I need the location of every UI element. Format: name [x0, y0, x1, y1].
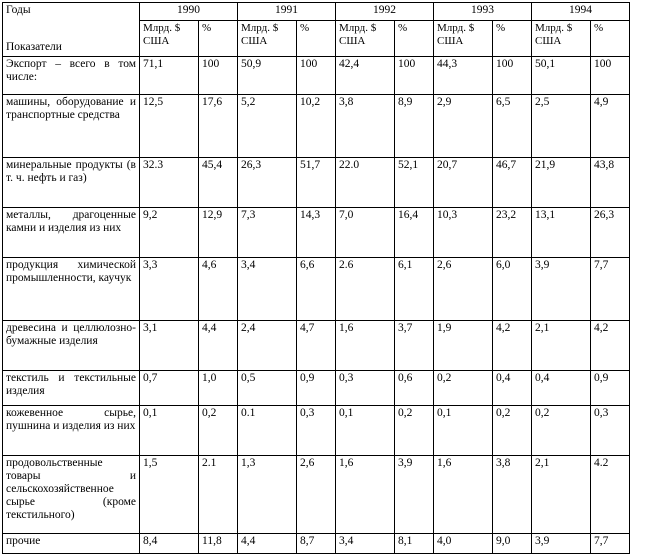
- unit-mlrd-header: Млрд. $ США: [140, 21, 199, 57]
- table-row: [3, 95, 630, 158]
- row-label: Экспорт – всего в том числе:: [3, 57, 140, 95]
- year-header: 1992: [336, 3, 434, 21]
- export-table: [2, 2, 630, 554]
- value-pct-cell: 43,8: [591, 158, 630, 208]
- row-label: минеральные продукты (в т. ч. нефть и газ): [3, 158, 140, 208]
- value-mlrd-cell: 2,1: [532, 321, 591, 371]
- value-pct-cell: 3,9: [395, 456, 434, 534]
- corner-top-label: Годы: [6, 4, 31, 16]
- unit-pct-header: %: [297, 21, 336, 57]
- value-pct-cell: 17,6: [199, 95, 238, 158]
- value-pct-cell: 0,9: [591, 371, 630, 406]
- value-pct-cell: 100: [199, 57, 238, 95]
- value-pct-cell: 100: [591, 57, 630, 95]
- value-mlrd-cell: 3,4: [238, 258, 297, 321]
- table-row: [3, 57, 630, 95]
- value-pct-cell: 7,7: [591, 258, 630, 321]
- value-pct-cell: 6,5: [493, 95, 532, 158]
- value-pct-cell: 0,2: [493, 406, 532, 456]
- unit-pct-header: %: [493, 21, 532, 57]
- value-mlrd-cell: 2,4: [238, 321, 297, 371]
- row-label: металлы, драгоценные камни и изделия из них: [3, 208, 140, 258]
- table-row: [3, 456, 630, 534]
- value-mlrd-cell: 13,1: [532, 208, 591, 258]
- value-mlrd-cell: 3,4: [336, 534, 395, 554]
- value-pct-cell: 1,0: [199, 371, 238, 406]
- value-mlrd-cell: 32.3: [140, 158, 199, 208]
- table-row: [3, 158, 630, 208]
- value-pct-cell: 9,0: [493, 534, 532, 554]
- year-header: 1993: [434, 3, 532, 21]
- value-mlrd-cell: 3,1: [140, 321, 199, 371]
- unit-mlrd-header: Млрд. $ США: [532, 21, 591, 57]
- value-mlrd-cell: 12,5: [140, 95, 199, 158]
- value-pct-cell: 4,9: [591, 95, 630, 158]
- row-label: продовольственные товары и сельскохозяйственное сырье (кроме текстильного): [3, 456, 140, 534]
- table-row: [3, 258, 630, 321]
- value-mlrd-cell: 3,8: [336, 95, 395, 158]
- value-pct-cell: 51,7: [297, 158, 336, 208]
- value-pct-cell: 14,3: [297, 208, 336, 258]
- value-pct-cell: 4,2: [493, 321, 532, 371]
- value-pct-cell: 3,8: [493, 456, 532, 534]
- value-mlrd-cell: 5,2: [238, 95, 297, 158]
- value-pct-cell: 0,9: [297, 371, 336, 406]
- row-label: древесина и целлюлозно-бумажные изделия: [3, 321, 140, 371]
- value-mlrd-cell: 8,4: [140, 534, 199, 554]
- value-mlrd-cell: 0,5: [238, 371, 297, 406]
- table-row: [3, 406, 630, 456]
- value-mlrd-cell: 4,4: [238, 534, 297, 554]
- value-pct-cell: 46,7: [493, 158, 532, 208]
- value-pct-cell: 100: [493, 57, 532, 95]
- value-mlrd-cell: 0,2: [434, 371, 493, 406]
- value-pct-cell: 4,7: [297, 321, 336, 371]
- unit-mlrd-header: Млрд. $ США: [434, 21, 493, 57]
- value-mlrd-cell: 0,4: [532, 371, 591, 406]
- value-mlrd-cell: 1,5: [140, 456, 199, 534]
- value-mlrd-cell: 1,9: [434, 321, 493, 371]
- table-row: [3, 208, 630, 258]
- value-pct-cell: 8,9: [395, 95, 434, 158]
- value-mlrd-cell: 0,7: [140, 371, 199, 406]
- value-pct-cell: 6,6: [297, 258, 336, 321]
- row-label: машины, оборудование и транспортные средства: [3, 95, 140, 158]
- value-mlrd-cell: 4,0: [434, 534, 493, 554]
- value-mlrd-cell: 0,1: [336, 406, 395, 456]
- value-pct-cell: 10,2: [297, 95, 336, 158]
- value-pct-cell: 7,7: [591, 534, 630, 554]
- value-pct-cell: 12,9: [199, 208, 238, 258]
- unit-mlrd-header: Млрд. $ США: [336, 21, 395, 57]
- value-mlrd-cell: 26,3: [238, 158, 297, 208]
- unit-pct-header: %: [395, 21, 434, 57]
- value-pct-cell: 11,8: [199, 534, 238, 554]
- year-header-row: [3, 3, 630, 21]
- value-mlrd-cell: 21,9: [532, 158, 591, 208]
- table-row: [3, 371, 630, 406]
- corner-header-cell: [3, 3, 140, 57]
- unit-mlrd-header: Млрд. $ США: [238, 21, 297, 57]
- table-row: [3, 321, 630, 371]
- value-pct-cell: 100: [395, 57, 434, 95]
- value-pct-cell: 4,6: [199, 258, 238, 321]
- year-header: 1994: [532, 3, 630, 21]
- value-pct-cell: 2.1: [199, 456, 238, 534]
- row-label: текстиль и текстильные изделия: [3, 371, 140, 406]
- value-mlrd-cell: 50,1: [532, 57, 591, 95]
- value-pct-cell: 3,7: [395, 321, 434, 371]
- value-pct-cell: 8,1: [395, 534, 434, 554]
- value-mlrd-cell: 7,3: [238, 208, 297, 258]
- value-pct-cell: 52,1: [395, 158, 434, 208]
- unit-pct-header: %: [591, 21, 630, 57]
- value-mlrd-cell: 0,1: [434, 406, 493, 456]
- value-mlrd-cell: 7,0: [336, 208, 395, 258]
- unit-pct-header: %: [199, 21, 238, 57]
- value-pct-cell: 0,6: [395, 371, 434, 406]
- value-pct-cell: 0,3: [591, 406, 630, 456]
- value-mlrd-cell: 1,6: [336, 456, 395, 534]
- value-pct-cell: 0,2: [395, 406, 434, 456]
- value-mlrd-cell: 71,1: [140, 57, 199, 95]
- value-mlrd-cell: 2,6: [434, 258, 493, 321]
- value-mlrd-cell: 20,7: [434, 158, 493, 208]
- value-mlrd-cell: 42,4: [336, 57, 395, 95]
- row-label: кожевенное сырье, пушнина и изделия из них: [3, 406, 140, 456]
- value-mlrd-cell: 2,5: [532, 95, 591, 158]
- value-mlrd-cell: 3,9: [532, 258, 591, 321]
- value-pct-cell: 23,2: [493, 208, 532, 258]
- value-pct-cell: 4.2: [591, 456, 630, 534]
- value-pct-cell: 8,7: [297, 534, 336, 554]
- value-pct-cell: 45,4: [199, 158, 238, 208]
- value-pct-cell: 6,1: [395, 258, 434, 321]
- value-pct-cell: 16,4: [395, 208, 434, 258]
- value-mlrd-cell: 44,3: [434, 57, 493, 95]
- value-pct-cell: 4,4: [199, 321, 238, 371]
- value-mlrd-cell: 1,6: [434, 456, 493, 534]
- value-pct-cell: 0,4: [493, 371, 532, 406]
- value-mlrd-cell: 0,1: [140, 406, 199, 456]
- year-header: 1991: [238, 3, 336, 21]
- table-row: [3, 534, 630, 554]
- value-mlrd-cell: 1,6: [336, 321, 395, 371]
- value-mlrd-cell: 9,2: [140, 208, 199, 258]
- value-mlrd-cell: 0.1: [238, 406, 297, 456]
- year-header: 1990: [140, 3, 238, 21]
- value-mlrd-cell: 0,3: [336, 371, 395, 406]
- value-mlrd-cell: 3,9: [532, 534, 591, 554]
- value-pct-cell: 0,2: [199, 406, 238, 456]
- value-mlrd-cell: 22.0: [336, 158, 395, 208]
- value-mlrd-cell: 2.6: [336, 258, 395, 321]
- value-pct-cell: 6,0: [493, 258, 532, 321]
- corner-bottom-label: Показатели: [6, 41, 62, 53]
- row-label: прочие: [3, 534, 140, 554]
- value-pct-cell: 26,3: [591, 208, 630, 258]
- value-pct-cell: 4,2: [591, 321, 630, 371]
- table-body: [3, 57, 630, 554]
- row-label: продукция химической промышленности, каучук: [3, 258, 140, 321]
- value-mlrd-cell: 2,9: [434, 95, 493, 158]
- value-mlrd-cell: 2,1: [532, 456, 591, 534]
- value-mlrd-cell: 3,3: [140, 258, 199, 321]
- value-pct-cell: 2,6: [297, 456, 336, 534]
- value-mlrd-cell: 50,9: [238, 57, 297, 95]
- value-mlrd-cell: 10,3: [434, 208, 493, 258]
- value-mlrd-cell: 0,2: [532, 406, 591, 456]
- value-pct-cell: 0,3: [297, 406, 336, 456]
- value-pct-cell: 100: [297, 57, 336, 95]
- value-mlrd-cell: 1,3: [238, 456, 297, 534]
